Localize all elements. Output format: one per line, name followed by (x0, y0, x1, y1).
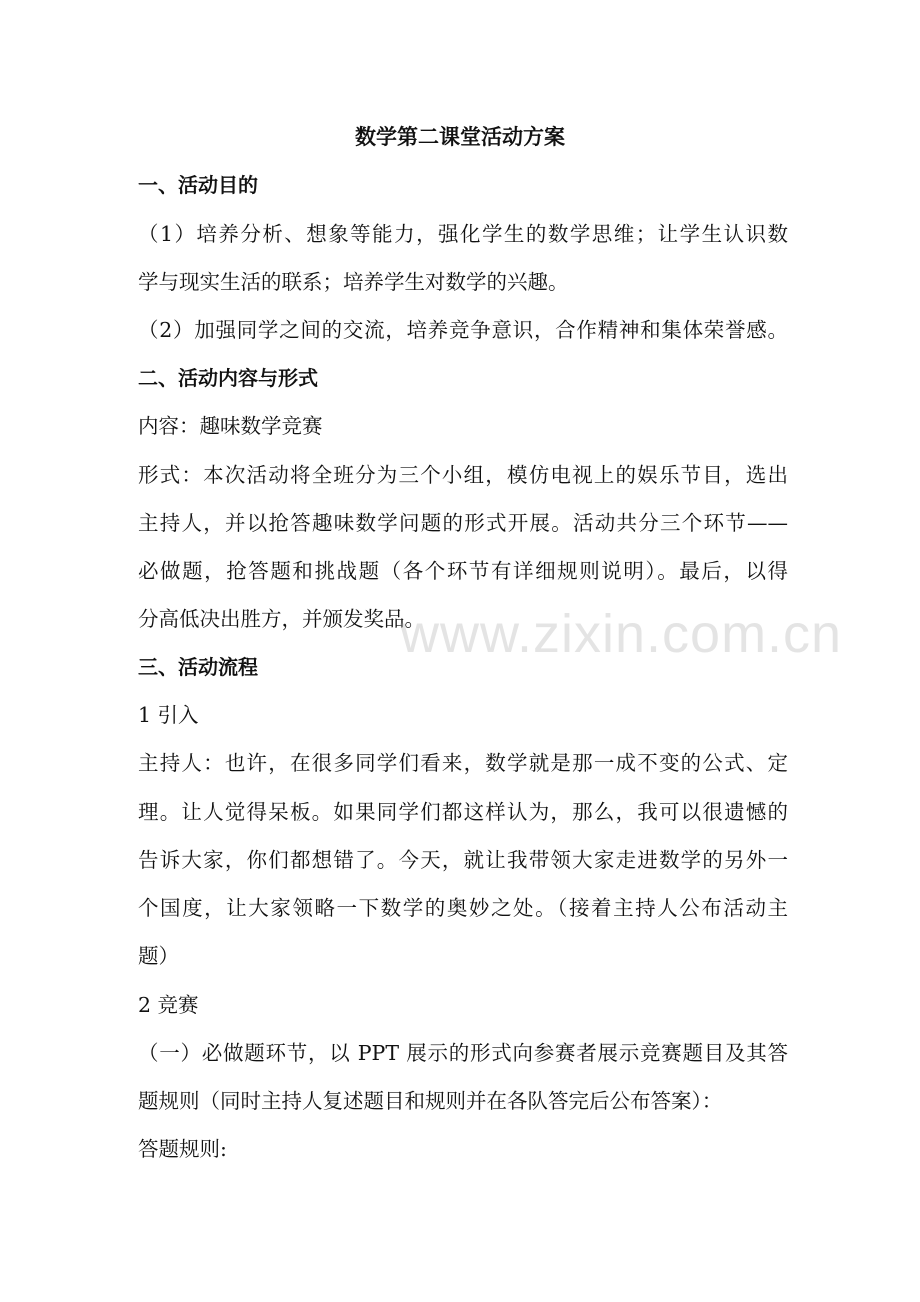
paragraph-line: 告诉大家，你们都想错了。今天，就让我带领大家走进数学的另外一 (138, 848, 788, 872)
paragraph-line: （一）必做题环节，以 PPT 展示的形式向参赛者展示竞赛题目及其答 (138, 1041, 788, 1065)
paragraph-line: 必做题，抢答题和挑战题（各个环节有详细规则说明）。最后，以得 (138, 559, 788, 583)
paragraph-line: 形式：本次活动将全班分为三个小组，模仿电视上的娱乐节目，选出 (138, 463, 788, 487)
paragraph-line: （2）加强同学之间的交流，培养竞争意识，合作精神和集体荣誉感。 (138, 318, 788, 342)
watermark-text: www.zixin.com.cn (400, 604, 843, 664)
document-title: 数学第二课堂活动方案 (355, 125, 565, 149)
paragraph-line: 题规则（同时主持人复述题目和规则并在各队答完后公布答案）： (138, 1089, 723, 1113)
section-heading-process: 三、活动流程 (138, 655, 258, 679)
paragraph-line: 分高低决出胜方，并颁发奖品。 (138, 607, 425, 631)
paragraph-line: 主持人，并以抢答趣味数学问题的形式开展。活动共分三个环节—— (138, 511, 788, 535)
paragraph-line: 1 引入 (138, 703, 199, 727)
section-heading-content: 二、活动内容与形式 (138, 366, 318, 390)
paragraph-line: 题） (138, 944, 179, 968)
paragraph-line: 答题规则: (138, 1137, 227, 1161)
paragraph-line: 学与现实生活的联系；培养学生对数学的兴趣。 (138, 270, 569, 294)
paragraph-line: 2 竞赛 (138, 993, 199, 1017)
paragraph-line: 内容：趣味数学竞赛 (138, 414, 323, 438)
paragraph-line: 个国度，让大家领略一下数学的奥妙之处。（接着主持人公布活动主 (138, 896, 788, 920)
paragraph-line: 主持人：也许，在很多同学们看来，数学就是那一成不变的公式、定 (138, 751, 788, 775)
section-heading-purpose: 一、活动目的 (138, 173, 258, 197)
paragraph-line: （1）培养分析、想象等能力，强化学生的数学思维；让学生认识数 (138, 222, 788, 246)
paragraph-line: 理。让人觉得呆板。如果同学们都这样认为，那么，我可以很遗憾的 (138, 800, 788, 824)
